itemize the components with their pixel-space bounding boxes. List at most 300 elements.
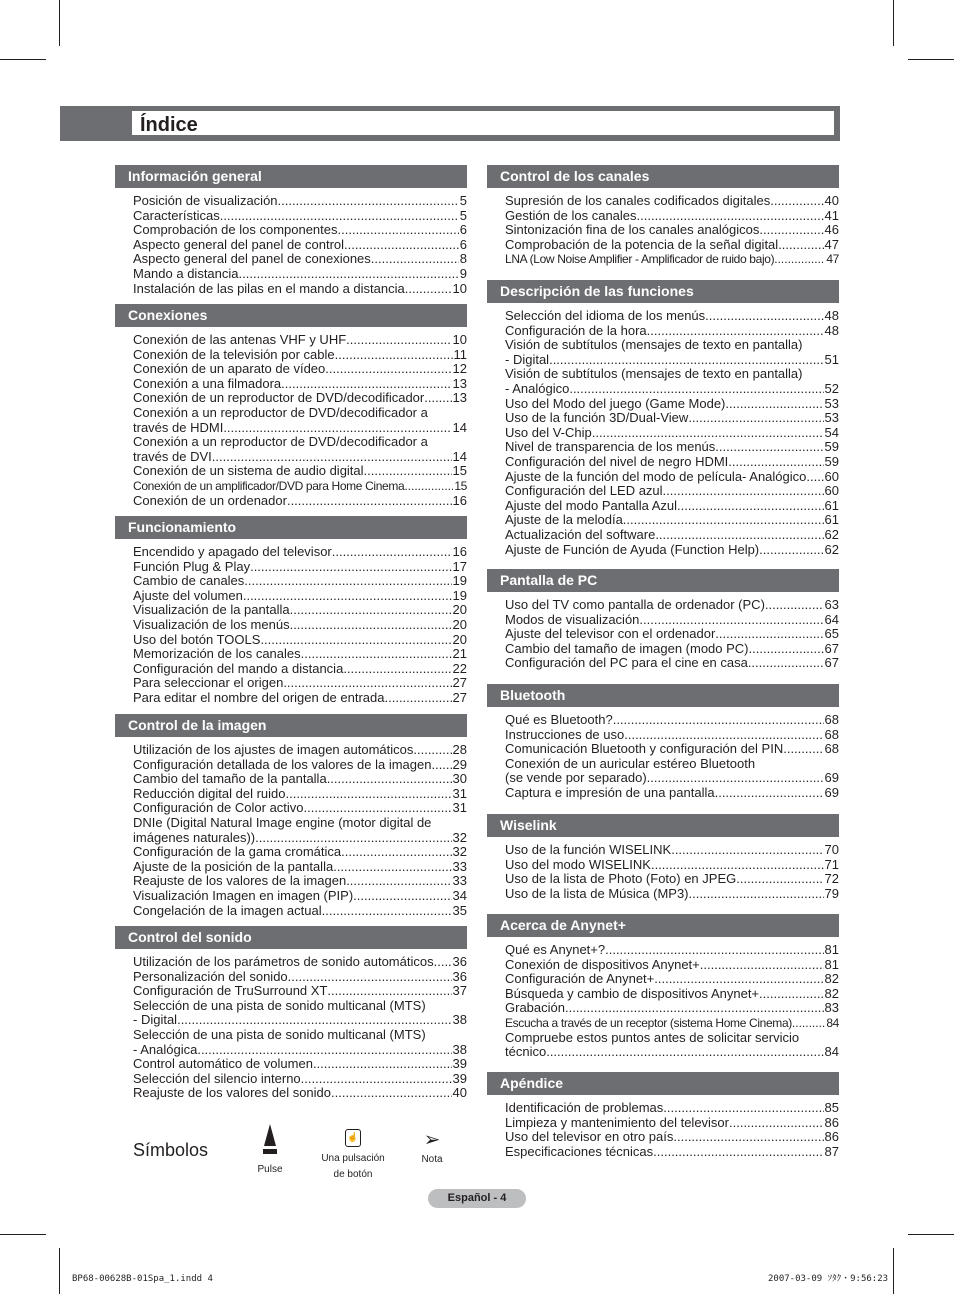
toc-entry-page: 46	[824, 223, 839, 238]
toc-entry	[133, 633, 467, 648]
dot-leader	[700, 958, 824, 973]
toc-entry-page: 13	[452, 391, 467, 406]
toc-entry-page: 54	[824, 425, 839, 440]
toc-entry-text: Supresión de los canales codificados digitales	[505, 194, 771, 208]
dot-leader	[806, 470, 823, 485]
toc-entry-page: 29	[452, 757, 467, 772]
toc-entry-page: 10	[452, 281, 467, 296]
toc-entry-text: Uso de la función 3D/Dual-View	[505, 411, 689, 426]
toc-list	[487, 303, 839, 557]
toc-entry-text: través de HDMI	[133, 420, 224, 435]
toc-entry	[505, 742, 839, 757]
toc-entry-page: 14	[452, 420, 467, 435]
toc-entry-text: (se vende por separado)	[505, 771, 647, 786]
dot-leader	[239, 267, 459, 282]
dot-leader	[344, 238, 459, 253]
toc-entry	[133, 435, 467, 450]
toc-entry-page: 20	[452, 632, 467, 647]
toc-entry-page: 40	[824, 194, 839, 208]
toc-entry-page: 38	[452, 1013, 467, 1028]
toc-section	[487, 914, 839, 1060]
toc-entry-page: 87	[824, 1144, 839, 1159]
toc-entry	[133, 999, 467, 1014]
toc-entry-text: Visualización Imagen en imagen (PIP)	[133, 888, 354, 903]
dot-leader	[424, 391, 451, 406]
dot-leader	[647, 324, 824, 339]
dot-leader	[434, 955, 452, 970]
dot-leader	[177, 1013, 451, 1028]
dot-leader	[346, 333, 451, 348]
dot-leader	[748, 656, 824, 671]
dot-leader	[260, 633, 451, 648]
toc-entry-page: 28	[452, 743, 467, 757]
toc-entry	[505, 194, 839, 209]
dot-leader	[655, 528, 823, 543]
toc-entry-page: 16	[452, 545, 467, 559]
toc-entry	[133, 194, 467, 209]
toc-entry	[505, 470, 839, 485]
toc-entry-text: Reajuste de los valores de la imagen	[133, 874, 347, 889]
crop-mark	[59, 1248, 60, 1294]
toc-entry-page: 33	[452, 874, 467, 889]
toc-entry-text: Configuración del mando a distancia	[133, 661, 344, 676]
title-box	[130, 109, 836, 137]
dot-leader	[725, 397, 823, 412]
toc-entry-text: Configuración de Anynet+	[505, 972, 655, 987]
toc-entry-page: 61	[824, 513, 839, 528]
toc-entry-text: imágenes naturales))	[133, 830, 256, 845]
toc-entry	[133, 816, 467, 831]
dot-leader	[335, 348, 453, 363]
toc-entry	[505, 499, 839, 514]
toc-entry-page: 13	[452, 376, 467, 391]
toc-entry-page: 39	[452, 1071, 467, 1086]
page-number-badge: Español - 4	[428, 1189, 526, 1208]
dot-leader	[774, 252, 825, 267]
toc-section	[487, 280, 839, 557]
toc-entry-page: 10	[452, 333, 467, 347]
symbol-button-label-1: Una pulsación	[321, 1153, 385, 1164]
toc-entry	[505, 972, 839, 987]
toc-entry	[505, 455, 839, 470]
toc-entry	[505, 771, 839, 786]
dot-leader	[605, 943, 823, 958]
toc-entry	[133, 494, 467, 509]
toc-entry	[133, 464, 467, 479]
section-heading: Apéndice	[487, 1072, 839, 1095]
dot-leader	[770, 194, 823, 209]
toc-entry	[133, 845, 467, 860]
dot-leader	[364, 464, 452, 479]
toc-entry-text: Escucha a través de un receptor (sistema Home Cinema)	[505, 1015, 792, 1030]
toc-list	[487, 592, 839, 671]
button-press-icon: ☝	[345, 1129, 361, 1147]
dot-leader	[569, 382, 823, 397]
toc-entry	[133, 333, 467, 348]
toc-entry-text: Ajuste de la posición de la pantalla	[133, 859, 334, 874]
toc-entry	[505, 757, 839, 772]
toc-entry	[133, 545, 467, 560]
dot-leader	[404, 479, 453, 494]
dot-leader	[792, 1016, 825, 1031]
toc-entry	[133, 1057, 467, 1072]
toc-entry	[505, 543, 839, 558]
toc-entry-text: Especificaciones técnicas	[505, 1144, 654, 1159]
toc-entry	[133, 860, 467, 875]
dot-leader	[765, 598, 824, 613]
toc-entry	[133, 801, 467, 816]
toc-list	[115, 539, 467, 706]
section-heading: Pantalla de PC	[487, 569, 839, 592]
toc-entry-text: Ajuste del televisor con el ordenador	[505, 627, 716, 642]
dot-leader	[431, 758, 451, 773]
toc-entry-page: 31	[452, 786, 467, 801]
dot-leader	[647, 771, 824, 786]
toc-entry-page: 20	[452, 617, 467, 632]
dot-leader	[663, 1101, 823, 1116]
toc-entry-text: Ajuste del modo Pantalla Azul	[505, 498, 677, 513]
toc-list	[487, 837, 839, 901]
toc-entry-text: Limpieza y mantenimiento del televisor	[505, 1115, 729, 1130]
toc-entry-page: 59	[824, 454, 839, 469]
dot-leader	[220, 209, 459, 224]
toc-entry-page: 68	[824, 742, 839, 757]
toc-entry-page: 41	[824, 208, 839, 223]
section-heading: Funcionamiento	[115, 516, 467, 539]
toc-entry-text: Configuración de Color activo	[133, 801, 304, 816]
toc-entry-page: 19	[452, 588, 467, 603]
toc-entry	[505, 1016, 839, 1031]
toc-entry-text: Para editar el nombre del origen de entrada	[133, 690, 385, 705]
section-heading: Descripción de las funciones	[487, 280, 839, 303]
toc-entry-text: Uso del TV como pantalla de ordenador (PC)	[505, 598, 765, 612]
symbol-note-label: Nota	[421, 1154, 443, 1165]
toc-entry-page: 11	[453, 347, 467, 362]
toc-entry-text: Reducción digital del ruido	[133, 786, 286, 801]
toc-entry	[505, 598, 839, 613]
dot-leader	[639, 613, 823, 628]
symbols-label: Símbolos	[133, 1140, 209, 1160]
toc-entry-text: Memorización de los canales	[133, 647, 301, 662]
toc-entry-page: 37	[452, 984, 467, 999]
toc-entry	[133, 955, 467, 970]
dot-leader	[332, 545, 452, 560]
toc-entry	[133, 874, 467, 889]
toc-entry	[133, 676, 467, 691]
toc-entry-page: 27	[452, 676, 467, 691]
dot-leader	[651, 858, 824, 873]
toc-entry	[133, 377, 467, 392]
dot-leader	[290, 618, 452, 633]
toc-entry-text: Selección del idioma de los menús	[505, 309, 706, 323]
toc-entry	[133, 450, 467, 465]
toc-entry-text: Conexión de dispositivos Anynet+	[505, 957, 700, 972]
crop-mark	[0, 59, 46, 60]
toc-list	[487, 1095, 839, 1159]
toc-entry-text: Visión de subtítulos (mensajes de texto en pantalla)	[505, 367, 803, 382]
dot-leader	[322, 904, 452, 919]
toc-entry	[505, 324, 839, 339]
dot-leader	[759, 223, 823, 238]
toc-entry-text: Conexión de un amplificador/DVD para Home Cinema	[133, 478, 405, 493]
toc-entry-page: 36	[452, 955, 467, 969]
dot-leader	[673, 1130, 823, 1145]
toc-entry-text: Configuración del nivel de negro HDMI	[505, 454, 729, 469]
symbol-note	[412, 1130, 452, 1168]
pulse-icon	[261, 1124, 279, 1156]
toc-entry	[133, 1013, 467, 1028]
toc-entry-page: 21	[452, 647, 467, 662]
toc-entry-page: 17	[452, 559, 467, 574]
toc-entry-page: 19	[452, 574, 467, 589]
crop-mark	[0, 1234, 46, 1235]
toc-entry	[133, 603, 467, 618]
toc-entry	[505, 309, 839, 324]
dot-leader	[413, 743, 451, 758]
dot-leader	[715, 627, 823, 642]
dot-leader	[371, 252, 459, 267]
toc-entry	[133, 1072, 467, 1087]
section-heading: Información general	[115, 165, 467, 188]
toc-entry	[133, 362, 467, 377]
toc-entry-text: través de DVI	[133, 449, 212, 464]
toc-entry	[505, 713, 839, 728]
symbol-pulse-label: Pulse	[257, 1164, 283, 1175]
toc-entry	[505, 1145, 839, 1160]
toc-entry-page: 53	[824, 411, 839, 426]
toc-entry-page: 39	[452, 1057, 467, 1072]
toc-entry-page: 86	[824, 1130, 839, 1145]
toc-entry	[505, 484, 839, 499]
dot-leader	[759, 543, 823, 558]
toc-entry-text: Visión de subtítulos (mensajes de texto en pantalla)	[505, 338, 803, 353]
toc-entry	[505, 209, 839, 224]
dot-leader	[353, 889, 451, 904]
dot-leader	[613, 713, 824, 728]
dot-leader	[283, 676, 451, 691]
toc-entry	[505, 656, 839, 671]
dot-leader	[244, 574, 451, 589]
dot-leader	[223, 421, 451, 436]
toc-entry-text: Función Plug & Play	[133, 559, 251, 574]
toc-entry	[133, 618, 467, 633]
toc-entry	[133, 831, 467, 846]
section-heading: Wiselink	[487, 814, 839, 837]
toc-entry	[133, 772, 467, 787]
toc-entry	[505, 238, 839, 253]
toc-entry	[505, 353, 839, 368]
toc-entry	[133, 889, 467, 904]
toc-entry-text: Ajuste de la función del modo de película- Analógico	[505, 469, 807, 484]
toc-entry-text: Uso del televisor en otro país	[505, 1130, 674, 1145]
dot-leader	[546, 1045, 823, 1060]
toc-section	[487, 684, 839, 801]
dot-leader	[689, 887, 824, 902]
toc-entry-text: Cambio de canales	[133, 574, 245, 589]
toc-entry	[133, 238, 467, 253]
dot-leader	[243, 589, 452, 604]
toc-entry-text: Utilización de los ajustes de imagen automáticos	[133, 743, 414, 757]
dot-leader	[325, 362, 451, 377]
toc-entry	[133, 223, 467, 238]
toc-entry-page: 69	[824, 771, 839, 786]
toc-list	[487, 937, 839, 1060]
toc-section	[487, 165, 839, 267]
toc-entry-page: 12	[452, 362, 467, 377]
toc-entry-page: 35	[452, 903, 467, 918]
dot-leader	[278, 194, 459, 209]
crop-mark	[893, 0, 894, 46]
toc-entry	[505, 411, 839, 426]
toc-entry-page: 22	[452, 661, 467, 676]
toc-entry	[505, 872, 839, 887]
dot-leader	[663, 484, 824, 499]
toc-list	[115, 737, 467, 918]
dot-leader	[736, 872, 823, 887]
dot-leader	[197, 1043, 451, 1058]
toc-entry-page: 8	[459, 252, 467, 267]
toc-entry-page: 32	[452, 830, 467, 845]
toc-entry-page: 60	[824, 469, 839, 484]
toc-entry	[505, 426, 839, 441]
toc-entry-text: Ajuste de Función de Ayuda (Function Help)	[505, 542, 760, 557]
section-heading: Acerca de Anynet+	[487, 914, 839, 937]
crop-mark	[893, 1248, 894, 1294]
toc-entry	[133, 560, 467, 575]
symbol-button-label-2: de botón	[333, 1169, 373, 1180]
toc-entry-text: Gestión de los canales	[505, 208, 637, 223]
dot-leader	[637, 209, 824, 224]
toc-entry	[133, 479, 467, 494]
dot-leader	[671, 843, 823, 858]
dot-leader	[341, 845, 451, 860]
toc-entry-page: 81	[824, 943, 839, 957]
toc-entry-text: Conexión de un ordenador	[133, 493, 287, 508]
toc-entry-text: Control automático de volumen	[133, 1057, 313, 1072]
toc-entry	[505, 252, 839, 267]
toc-entry	[505, 367, 839, 382]
toc-entry-page: 5	[459, 194, 467, 208]
toc-entry-text: Actualización del software	[505, 527, 656, 542]
toc-entry-text: Uso del V-Chip	[505, 425, 592, 440]
toc-entry-text: Conexión a un reproductor de DVD/decodificador a	[133, 435, 428, 450]
toc-entry-page: 82	[824, 972, 839, 987]
toc-entry-page: 27	[452, 690, 467, 705]
dot-leader	[301, 647, 452, 662]
toc-section	[487, 569, 839, 671]
dot-leader	[688, 411, 823, 426]
toc-entry-page: 60	[824, 484, 839, 499]
dot-leader	[288, 970, 452, 985]
dot-leader	[304, 801, 452, 816]
toc-entry	[505, 627, 839, 642]
dot-leader	[212, 450, 452, 465]
toc-entry-text: Conexión a una filmadora	[133, 376, 282, 391]
toc-entry-page: 83	[824, 1001, 839, 1016]
note-arrow-icon: ➢	[423, 1129, 441, 1151]
toc-entry-text: técnico	[505, 1045, 547, 1060]
toc-section	[115, 165, 467, 296]
dot-leader	[338, 223, 459, 238]
toc-entry-page: 85	[824, 1101, 839, 1115]
toc-entry-text: Selección de una pista de sonido multicanal (MTS)	[133, 998, 426, 1013]
toc-entry	[133, 787, 467, 802]
toc-section	[115, 304, 467, 508]
toc-entry-text: Captura e impresión de una pantalla	[505, 785, 715, 800]
toc-entry-page: 6	[459, 223, 467, 238]
toc-entry-text: Identificación de problemas	[505, 1101, 664, 1115]
toc-entry	[133, 348, 467, 363]
dot-leader	[653, 1145, 823, 1160]
dot-leader	[728, 455, 823, 470]
dot-leader	[385, 691, 452, 706]
crop-mark	[59, 0, 60, 46]
page-title: Índice	[140, 114, 198, 136]
toc-entry-page: 34	[452, 888, 467, 903]
toc-entry-page: 67	[824, 641, 839, 656]
toc-section	[487, 814, 839, 901]
toc-entry-text: Conexión de la televisión por cable	[133, 347, 335, 362]
toc-entry	[133, 984, 467, 999]
toc-entry-text: - Analógico	[505, 381, 570, 396]
toc-entry-text: Visualización de los menús	[133, 617, 290, 632]
dot-leader	[759, 987, 824, 1002]
toc-entry-page: 51	[824, 352, 839, 367]
toc-entry-text: Aspecto general del panel de control	[133, 237, 345, 252]
toc-entry-page: 30	[452, 772, 467, 787]
toc-entry-text: Cambio del tamaño de la pantalla	[133, 772, 327, 787]
toc-entry-text: Configuración de la gama cromática	[133, 845, 342, 860]
toc-entry-page: 38	[452, 1042, 467, 1057]
toc-entry	[133, 574, 467, 589]
toc-entry-page: 53	[824, 396, 839, 411]
section-heading: Control del sonido	[115, 926, 467, 949]
toc-entry-text: Visualización de la pantalla	[133, 603, 290, 618]
dot-leader	[313, 1057, 452, 1072]
toc-entry-page: 14	[452, 449, 467, 464]
toc-entry-text: LNA (Low Noise Amplifier - Amplificador de ruido bajo)	[505, 252, 775, 267]
toc-entry	[133, 421, 467, 436]
toc-entry-page: 15	[452, 464, 467, 479]
toc-entry-page: 68	[824, 727, 839, 742]
toc-entry	[505, 397, 839, 412]
toc-list	[487, 707, 839, 801]
toc-entry	[133, 647, 467, 662]
toc-entry	[505, 528, 839, 543]
toc-entry	[505, 1130, 839, 1145]
toc-entry-text: Conexión de un reproductor de DVD/decodificador	[133, 391, 425, 406]
toc-entry-text: Compruebe estos puntos antes de solicitar servicio	[505, 1030, 800, 1045]
toc-entry	[133, 267, 467, 282]
dot-leader	[729, 1116, 824, 1131]
toc-entry-page: 15	[454, 478, 467, 493]
toc-entry	[133, 758, 467, 773]
toc-entry	[505, 513, 839, 528]
toc-entry-text: Comunicación Bluetooth y configuración del PIN	[505, 742, 784, 757]
toc-entry	[505, 987, 839, 1002]
dot-leader	[327, 984, 451, 999]
toc-entry-page: 48	[824, 309, 839, 323]
toc-entry	[505, 958, 839, 973]
toc-entry-text: Posición de visualización	[133, 194, 278, 208]
toc-entry-page: 52	[824, 381, 839, 396]
toc-entry-text: Encendido y apagado del televisor	[133, 545, 332, 559]
toc-entry-text: Modos de visualización	[505, 612, 640, 627]
toc-list	[487, 188, 839, 267]
dot-leader	[255, 831, 451, 846]
toc-entry-text: Sintonización fina de los canales analógicos	[505, 223, 760, 238]
toc-entry-text: Conexión a un reproductor de DVD/decodificador a	[133, 405, 428, 420]
